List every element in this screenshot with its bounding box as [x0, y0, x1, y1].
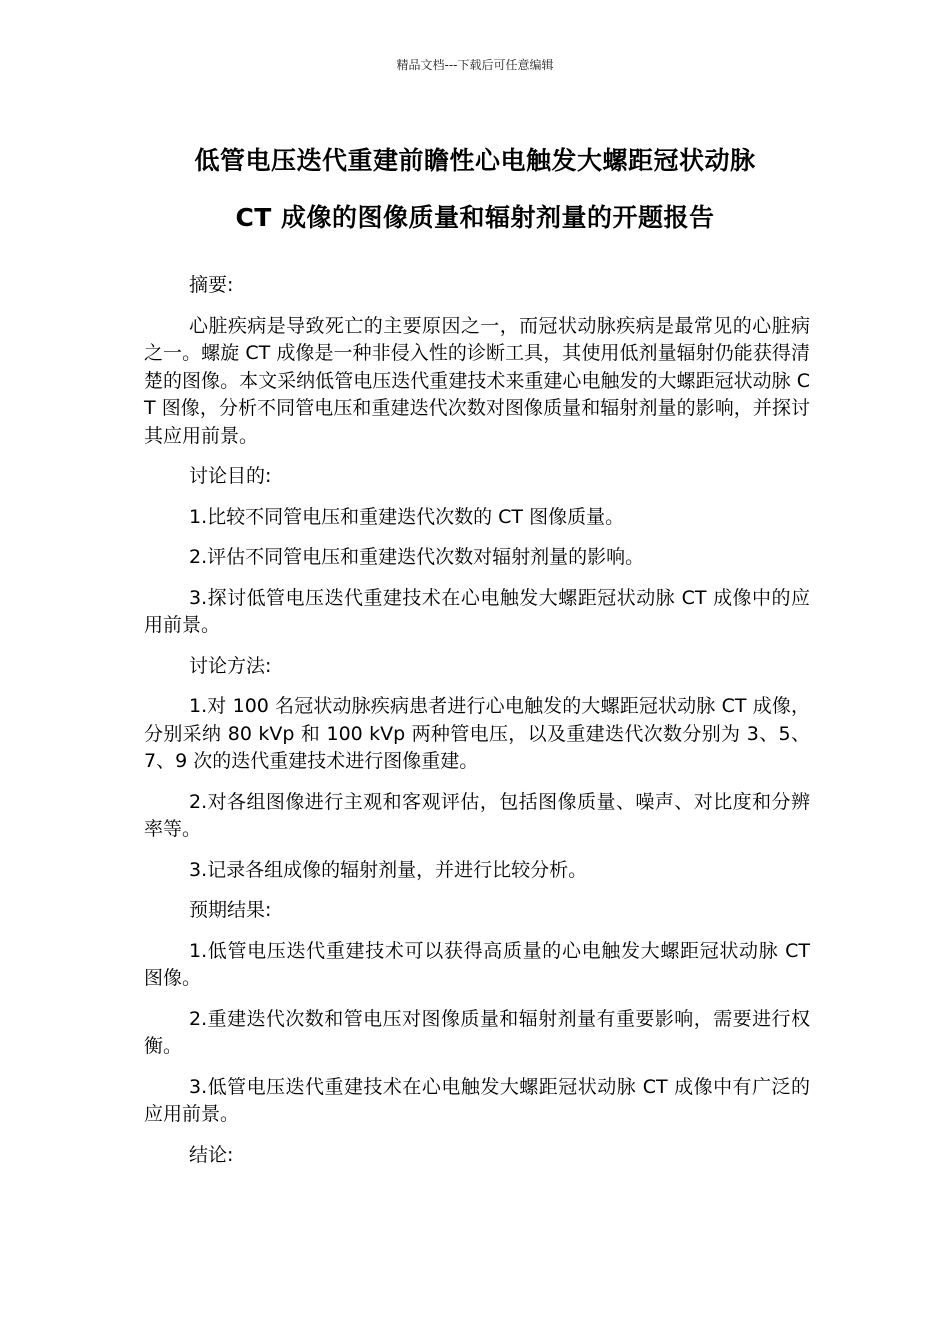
title-line-2: CT 成像的图像质量和辐射剂量的开题报告	[235, 203, 715, 232]
abstract-heading: 摘要:	[189, 274, 234, 296]
objective-item: 2.评估不同管电压和重建迭代次数对辐射剂量的影响。	[189, 546, 645, 568]
document-title	[120, 132, 830, 246]
method-item: 3.记录各组成像的辐射剂量，并进行比较分析。	[189, 858, 588, 881]
title-line-1: 低管电压迭代重建前瞻性心电触发大螺距冠状动脉	[194, 146, 756, 175]
page-header: 精品文档---下载后可任意编辑	[396, 58, 554, 72]
abstract-paragraph: 心脏疾病是导致死亡的主要原因之一，而冠状动脉疾病是最常见的心脏病之一。螺旋 CT 成像是一种非侵入性的诊断工具，其使用低剂量辐射仍能获得清楚的图像。本文采纳低管电压迭代重建技术来重建心电触发的大螺距冠状动脉 CT 图像，分析不同管电压和重建迭代次数对图像质量和辐射剂量的影响，并探讨其应用前景。	[144, 314, 810, 447]
results-heading: 预期结果:	[189, 899, 272, 921]
methods-heading: 讨论方法:	[189, 654, 272, 677]
document-body	[144, 272, 810, 1182]
result-item: 2.重建迭代次数和管电压对图像质量和辐射剂量有重要影响，需要进行权衡。	[144, 1007, 810, 1057]
conclusion-heading: 结论:	[189, 1143, 234, 1166]
method-item: 1.对 100 名冠状动脉疾病患者进行心电触发的大螺距冠状动脉 CT 成像，分别采纳 80 kVp 和 100 kVp 两种管电压，以及重建迭代次数分别为 3、5、7、9 次的迭代重建技术进行图像重建。	[144, 695, 810, 772]
method-item: 2.对各组图像进行主观和客观评估，包括图像质量、噪声、对比度和分辨率等。	[144, 790, 810, 840]
objective-item: 3.探讨低管电压迭代重建技术在心电触发大螺距冠状动脉 CT 成像中的应用前景。	[144, 586, 810, 636]
result-item: 1.低管电压迭代重建技术可以获得高质量的心电触发大螺距冠状动脉 CT 图像。	[144, 939, 810, 989]
result-item: 3.低管电压迭代重建技术在心电触发大螺距冠状动脉 CT 成像中有广泛的应用前景。	[144, 1075, 810, 1125]
objectives-heading: 讨论目的:	[189, 465, 272, 487]
objective-item: 1.比较不同管电压和重建迭代次数的 CT 图像质量。	[189, 505, 625, 528]
